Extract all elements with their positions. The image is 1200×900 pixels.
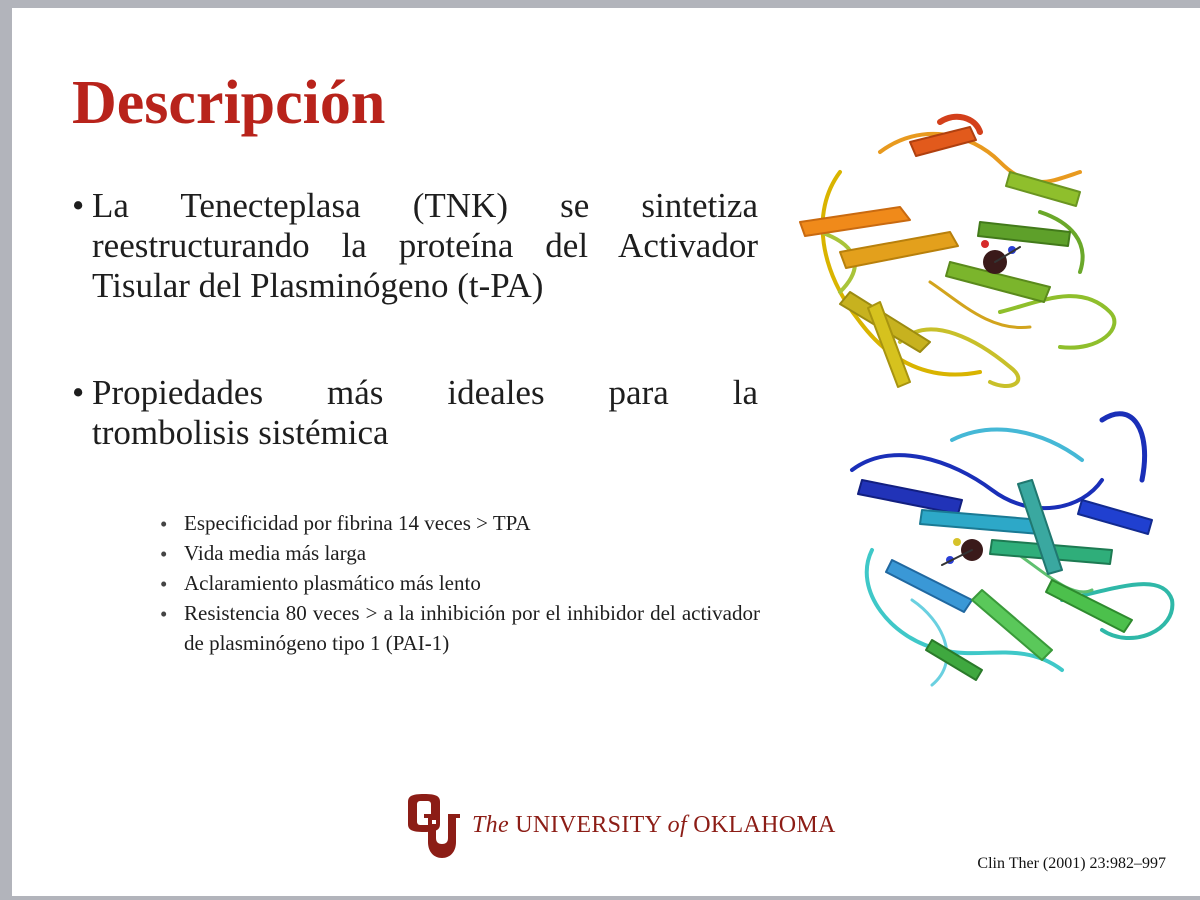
subbullet-text: Resistencia 80 veces > a la inhibición por el inhibidor del activador de plasminógeno tipo 1 (PAI-1) — [184, 601, 760, 655]
list-item — [160, 598, 760, 658]
bullet-marker: • — [72, 186, 85, 225]
logo-the: The — [472, 812, 509, 838]
logo-of: of — [667, 812, 687, 838]
bullet-text: La Tenecteplasa (TNK) se sintetiza reestructurando la proteína del Activador Tisular del Plasminógeno (t-PA) — [92, 186, 758, 305]
protein-ribbon-structure-warm-icon — [780, 112, 1130, 402]
bullet-text — [72, 373, 758, 453]
bullet-marker: • — [72, 373, 85, 412]
bullet-text-line1: Propiedades más ideales para la — [92, 373, 758, 412]
protein-ribbon-structure-cool-icon — [832, 400, 1182, 700]
subbullet-text: Especificidad por fibrina 14 veces > TPA — [184, 511, 531, 535]
ou-logo-icon — [402, 792, 462, 860]
bullet-tenecteplasa — [72, 186, 758, 306]
subbullet-text: Aclaramiento plasmático más lento — [184, 571, 481, 595]
logo-university: UNIVERSITY — [515, 812, 662, 838]
list-item — [160, 568, 760, 598]
bullet-propiedades — [72, 373, 758, 453]
subbullet-text: Vida media más larga — [184, 541, 367, 565]
university-logo — [402, 792, 836, 864]
bullet-text-line2: trombolisis sistémica — [92, 413, 389, 452]
subbullet-marker: • — [160, 602, 168, 626]
subbullet-marker: • — [160, 512, 168, 536]
slide-title: Descripción — [72, 69, 386, 137]
list-item — [160, 508, 760, 538]
subbullet-marker: • — [160, 542, 168, 566]
subbullet-marker: • — [160, 572, 168, 596]
citation: Clin Ther (2001) 23:982–997 — [977, 855, 1166, 872]
list-item — [160, 538, 760, 568]
properties-sublist — [160, 508, 760, 658]
logo-oklahoma: OKLAHOMA — [693, 812, 836, 838]
slide — [12, 8, 1200, 896]
university-name — [472, 812, 836, 839]
